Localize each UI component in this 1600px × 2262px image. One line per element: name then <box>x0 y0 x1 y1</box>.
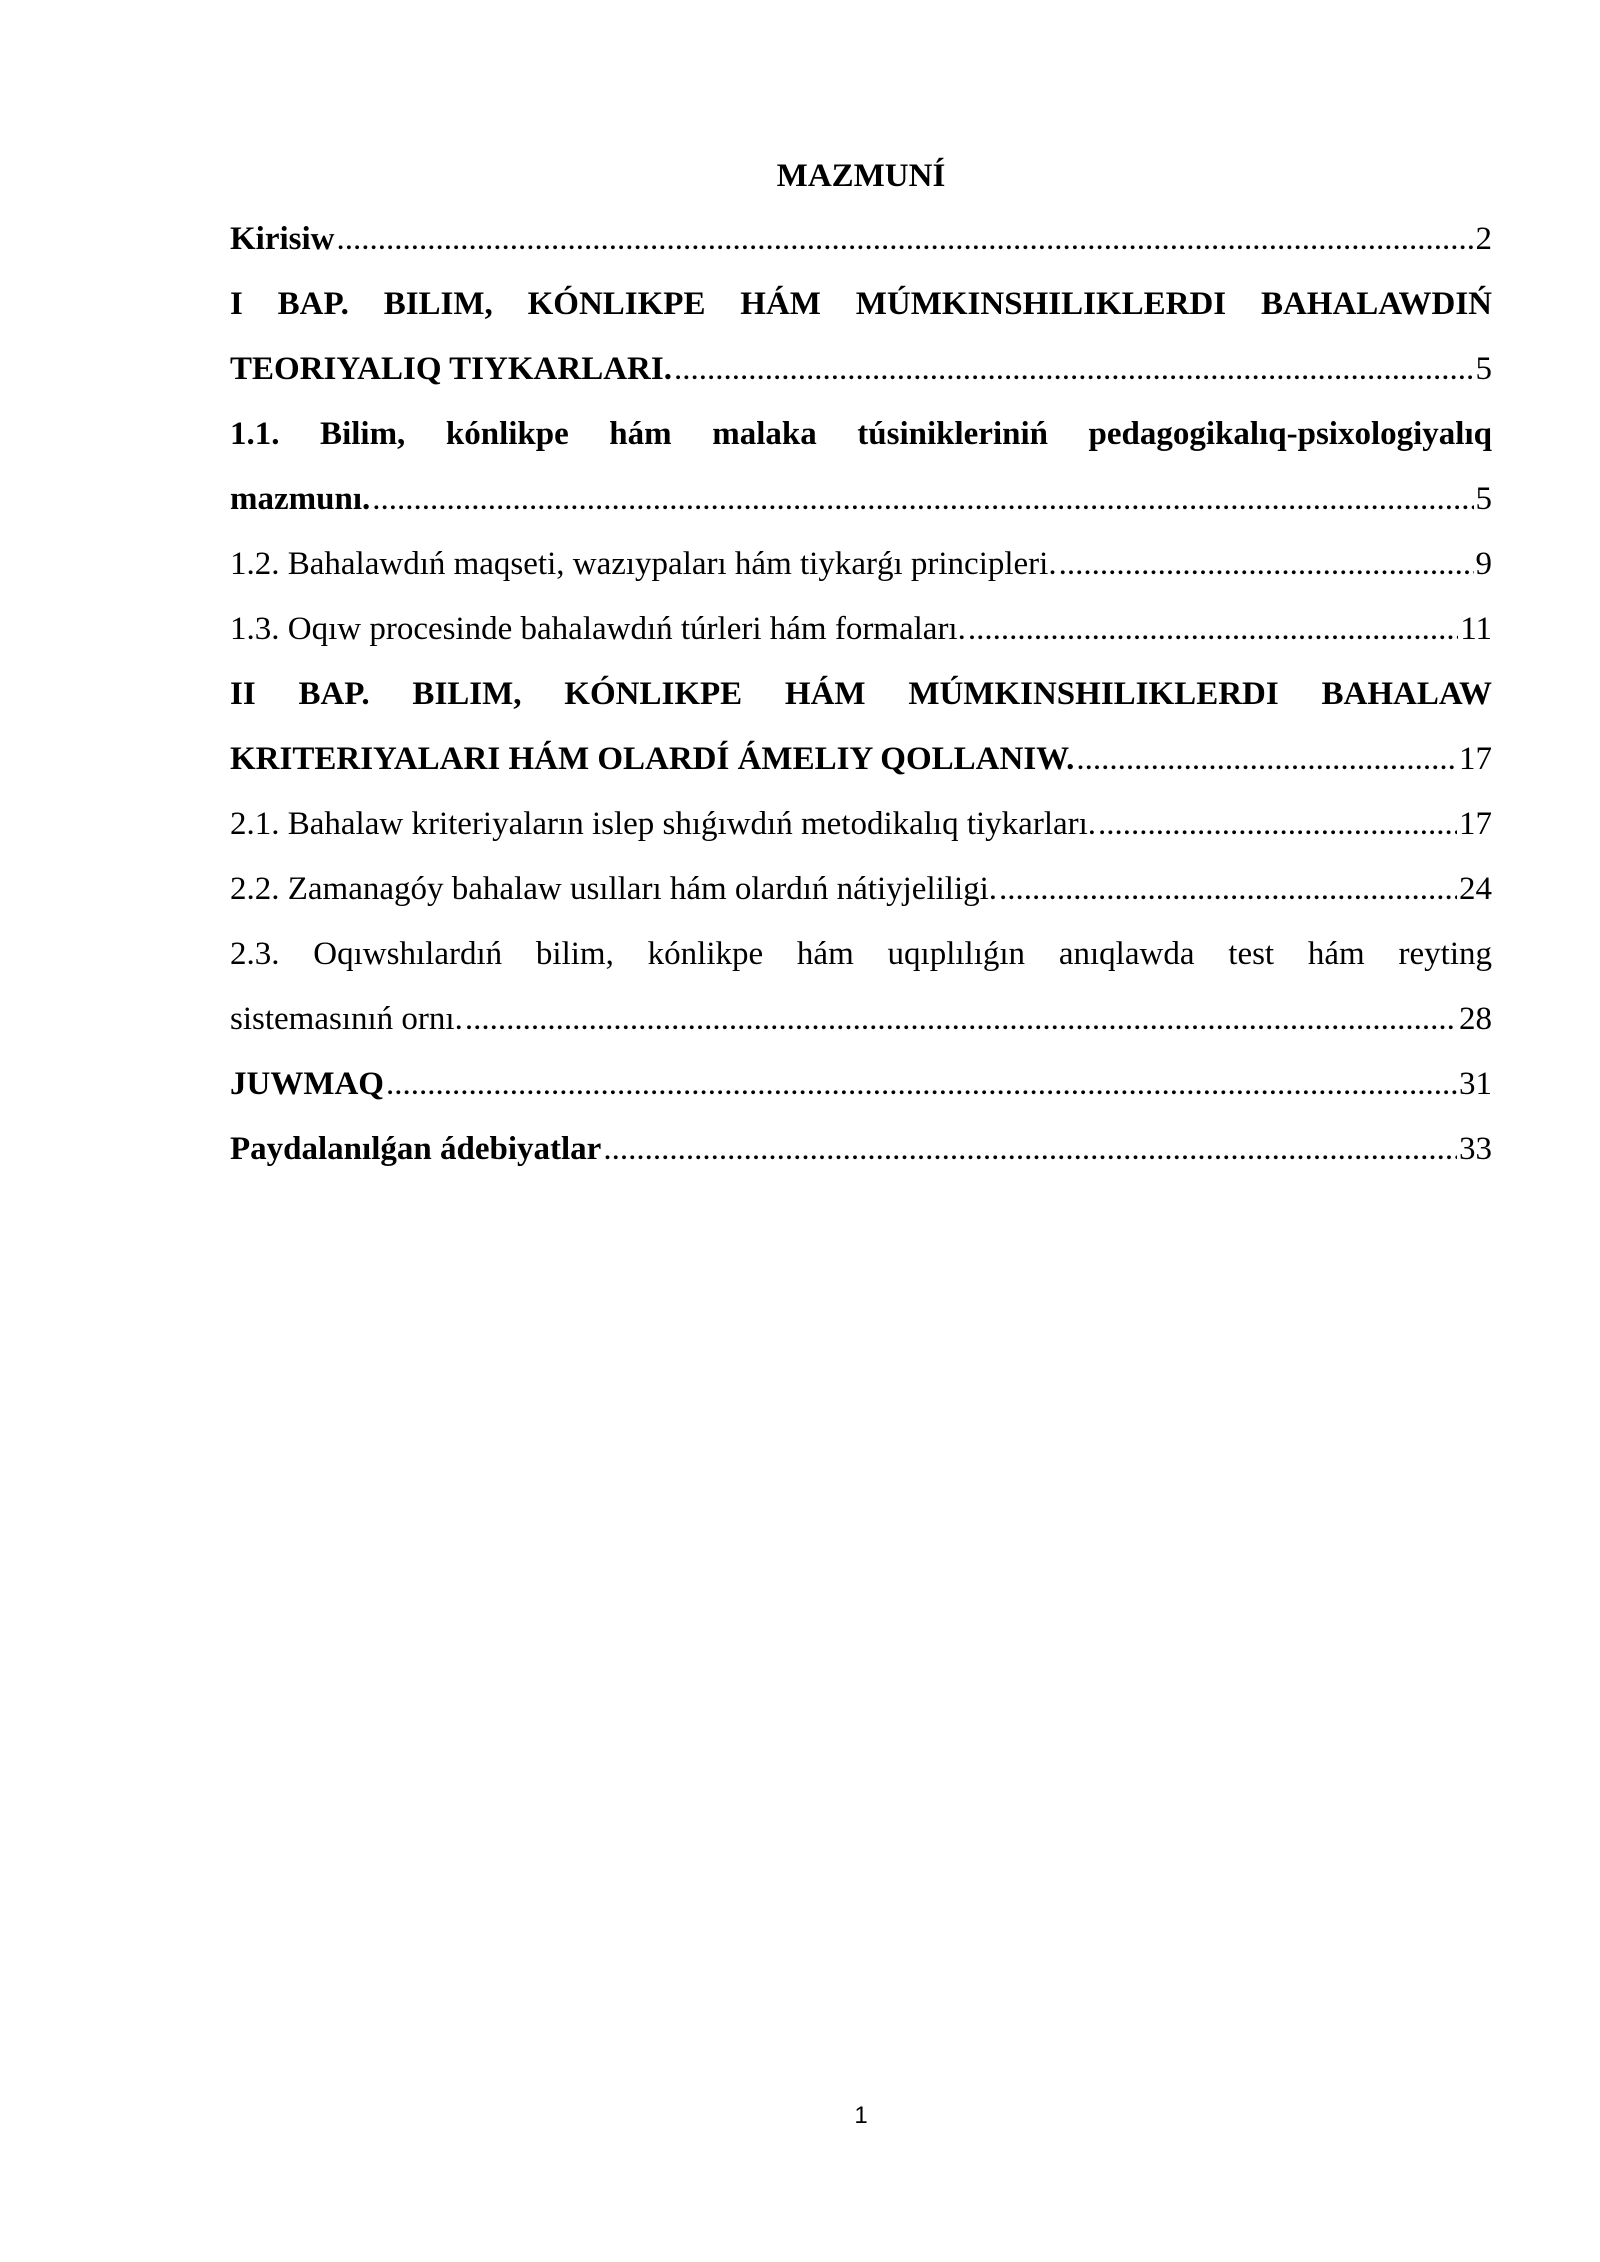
toc-entry-first-line: II BAP. BILIM, KÓNLIKPE HÁM MÚMKINSHILIKLERDI BAHALAW <box>230 676 1492 712</box>
toc-entry-page: 24 <box>1459 871 1492 907</box>
toc-entry-page: 5 <box>1475 481 1492 517</box>
dot-leader <box>1076 727 1457 792</box>
dot-leader <box>674 337 1474 402</box>
toc-entry-page: 11 <box>1460 611 1492 647</box>
toc-entry-kirisiw[interactable] <box>230 207 1492 272</box>
toc-entry-label: TEORIYALIQ TIYKARLARI. <box>230 351 672 387</box>
toc-entry-section-2-2[interactable] <box>230 857 1492 922</box>
table-of-contents <box>230 207 1492 1182</box>
toc-entry-section-1-2[interactable] <box>230 532 1492 597</box>
dot-leader <box>999 857 1457 922</box>
toc-entry-label: KRITERIYALARI HÁM OLARDÍ ÁMELIY QOLLANIW. <box>230 741 1075 777</box>
dot-leader <box>465 987 1457 1052</box>
toc-entry-section-1-1[interactable] <box>230 402 1492 532</box>
toc-entry-section-1-3[interactable] <box>230 597 1492 662</box>
toc-entry-label: 2.2. Zamanagóy bahalaw usılları hám olardıń nátiyjeliligi. <box>230 871 998 907</box>
toc-entry-first-line: 2.3. Oqıwshılardıń bilim, kónlikpe hám uqıplılıǵın anıqlawda test hám reyting <box>230 936 1492 972</box>
toc-entry-chapter-1[interactable] <box>230 272 1492 402</box>
dot-leader <box>1098 792 1457 857</box>
page-number: 1 <box>854 2102 868 2129</box>
toc-entry-conclusion[interactable] <box>230 1052 1492 1117</box>
toc-entry-page: 28 <box>1459 1001 1492 1037</box>
toc-entry-page: 9 <box>1475 546 1492 582</box>
toc-entry-section-2-3[interactable] <box>230 922 1492 1052</box>
toc-entry-chapter-2[interactable] <box>230 662 1492 792</box>
toc-entry-page: 17 <box>1459 806 1492 842</box>
dot-leader <box>337 207 1474 272</box>
toc-entry-label: JUWMAQ <box>230 1066 384 1102</box>
toc-entry-section-2-1[interactable] <box>230 792 1492 857</box>
toc-entry-references[interactable] <box>230 1117 1492 1182</box>
toc-entry-label: 1.3. Oqıw procesinde bahalawdıń túrleri hám formaları. <box>230 611 966 647</box>
toc-title: MAZMUNÍ <box>776 158 946 194</box>
toc-entry-first-line: I BAP. BILIM, KÓNLIKPE HÁM MÚMKINSHILIKLERDI BAHALAWDIŃ <box>230 286 1492 322</box>
dot-leader <box>968 597 1458 662</box>
toc-entry-page: 17 <box>1459 741 1492 777</box>
toc-entry-label: Kirisiw <box>230 221 335 257</box>
dot-leader <box>1059 532 1474 597</box>
dot-leader <box>386 1052 1457 1117</box>
toc-entry-label: mazmunı. <box>230 481 371 517</box>
toc-entry-page: 2 <box>1475 221 1492 257</box>
toc-entry-label: Paydalanılǵan ádebiyatlar <box>230 1131 602 1167</box>
dot-leader <box>603 1117 1457 1182</box>
dot-leader <box>372 467 1473 532</box>
toc-entry-page: 5 <box>1475 351 1492 387</box>
toc-entry-first-line: 1.1. Bilim, kónlikpe hám malaka túsinikleriniń pedagogikalıq-psixologiyalıq <box>230 416 1492 452</box>
toc-entry-label: sistemasınıń ornı. <box>230 1001 463 1037</box>
toc-entry-page: 33 <box>1459 1131 1492 1167</box>
toc-entry-label: 1.2. Bahalawdıń maqseti, wazıypaları hám tiykarǵı principleri. <box>230 546 1057 582</box>
toc-entry-page: 31 <box>1459 1066 1492 1102</box>
toc-entry-label: 2.1. Bahalaw kriteriyaların islep shıǵıwdıń metodikalıq tiykarları. <box>230 806 1097 842</box>
